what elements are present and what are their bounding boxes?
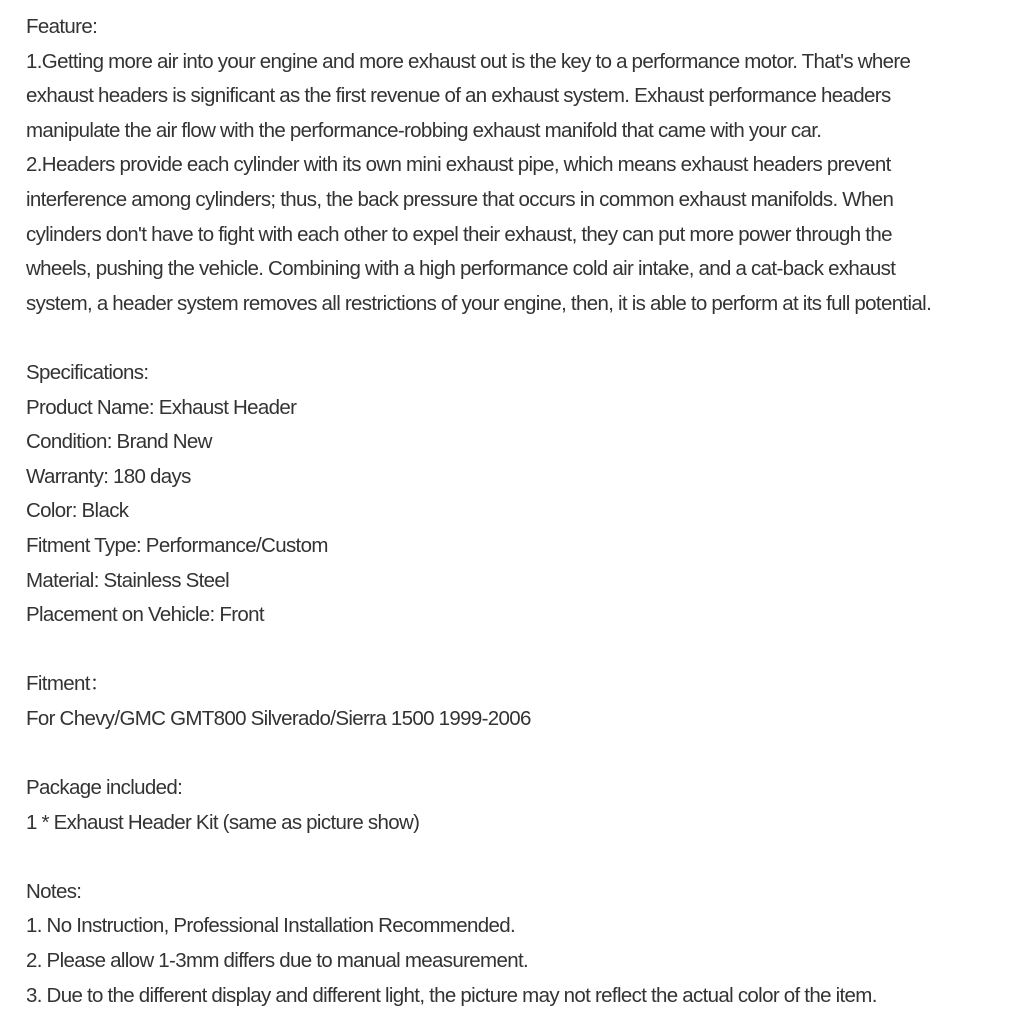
spec-material: Material: Stainless Steel (26, 568, 230, 592)
section-spacer (26, 736, 1024, 771)
note-item: 1. No Instruction, Professional Installation Recommended. (26, 914, 516, 938)
spec-warranty: Warranty: 180 days (26, 464, 191, 488)
spec-fitment-type: Fitment Type: Performance/Custom (26, 533, 328, 557)
feature-line: interference among cylinders; thus, the back pressure that occurs in common exhaust manifolds. When (26, 187, 894, 211)
spec-color: Color: Black (26, 499, 129, 523)
feature-line: system, a header system removes all restrictions of your engine, then, it is able to perform at its full potential. (26, 291, 932, 315)
specifications-section (26, 356, 1024, 633)
fitment-heading: Fitment： (26, 672, 110, 696)
feature-section (26, 10, 1024, 321)
package-heading: Package included: (26, 776, 183, 800)
specifications-heading: Specifications: (26, 360, 149, 384)
notes-heading: Notes: (26, 879, 82, 903)
spec-placement: Placement on Vehicle: Front (26, 603, 264, 627)
fitment-section (26, 667, 1024, 736)
feature-heading: Feature: (26, 15, 98, 38)
fitment-vehicle: For Chevy/GMC GMT800 Silverado/Sierra 1500 1999-2006 (26, 706, 531, 730)
package-section (26, 771, 1024, 840)
feature-line: wheels, pushing the vehicle. Combining with a high performance cold air intake, and a cat-back exhaust (26, 257, 896, 281)
section-spacer (26, 633, 1024, 668)
section-spacer (26, 840, 1024, 875)
note-item: 2. Please allow 1-3mm differs due to manual measurement. (26, 949, 529, 973)
package-item: 1 * Exhaust Header Kit (same as picture show) (26, 810, 420, 834)
feature-line: 1.Getting more air into your engine and more exhaust out is the key to a performance motor. That's where (26, 49, 911, 73)
section-spacer (26, 321, 1024, 356)
feature-line: cylinders don't have to fight with each other to expel their exhaust, they can put more power through the (26, 222, 892, 246)
feature-line: manipulate the air flow with the performance-robbing exhaust manifold that came with your car. (26, 118, 822, 142)
feature-line: 2.Headers provide each cylinder with its own mini exhaust pipe, which means exhaust headers prevent (26, 153, 891, 177)
spec-condition: Condition: Brand New (26, 430, 212, 454)
notes-section (26, 875, 1024, 1013)
spec-product-name: Product Name: Exhaust Header (26, 395, 297, 419)
note-item: 3. Due to the different display and different light, the picture may not reflect the actual color of the item. (26, 983, 877, 1007)
feature-line: exhaust headers is significant as the first revenue of an exhaust system. Exhaust performance headers (26, 84, 891, 108)
